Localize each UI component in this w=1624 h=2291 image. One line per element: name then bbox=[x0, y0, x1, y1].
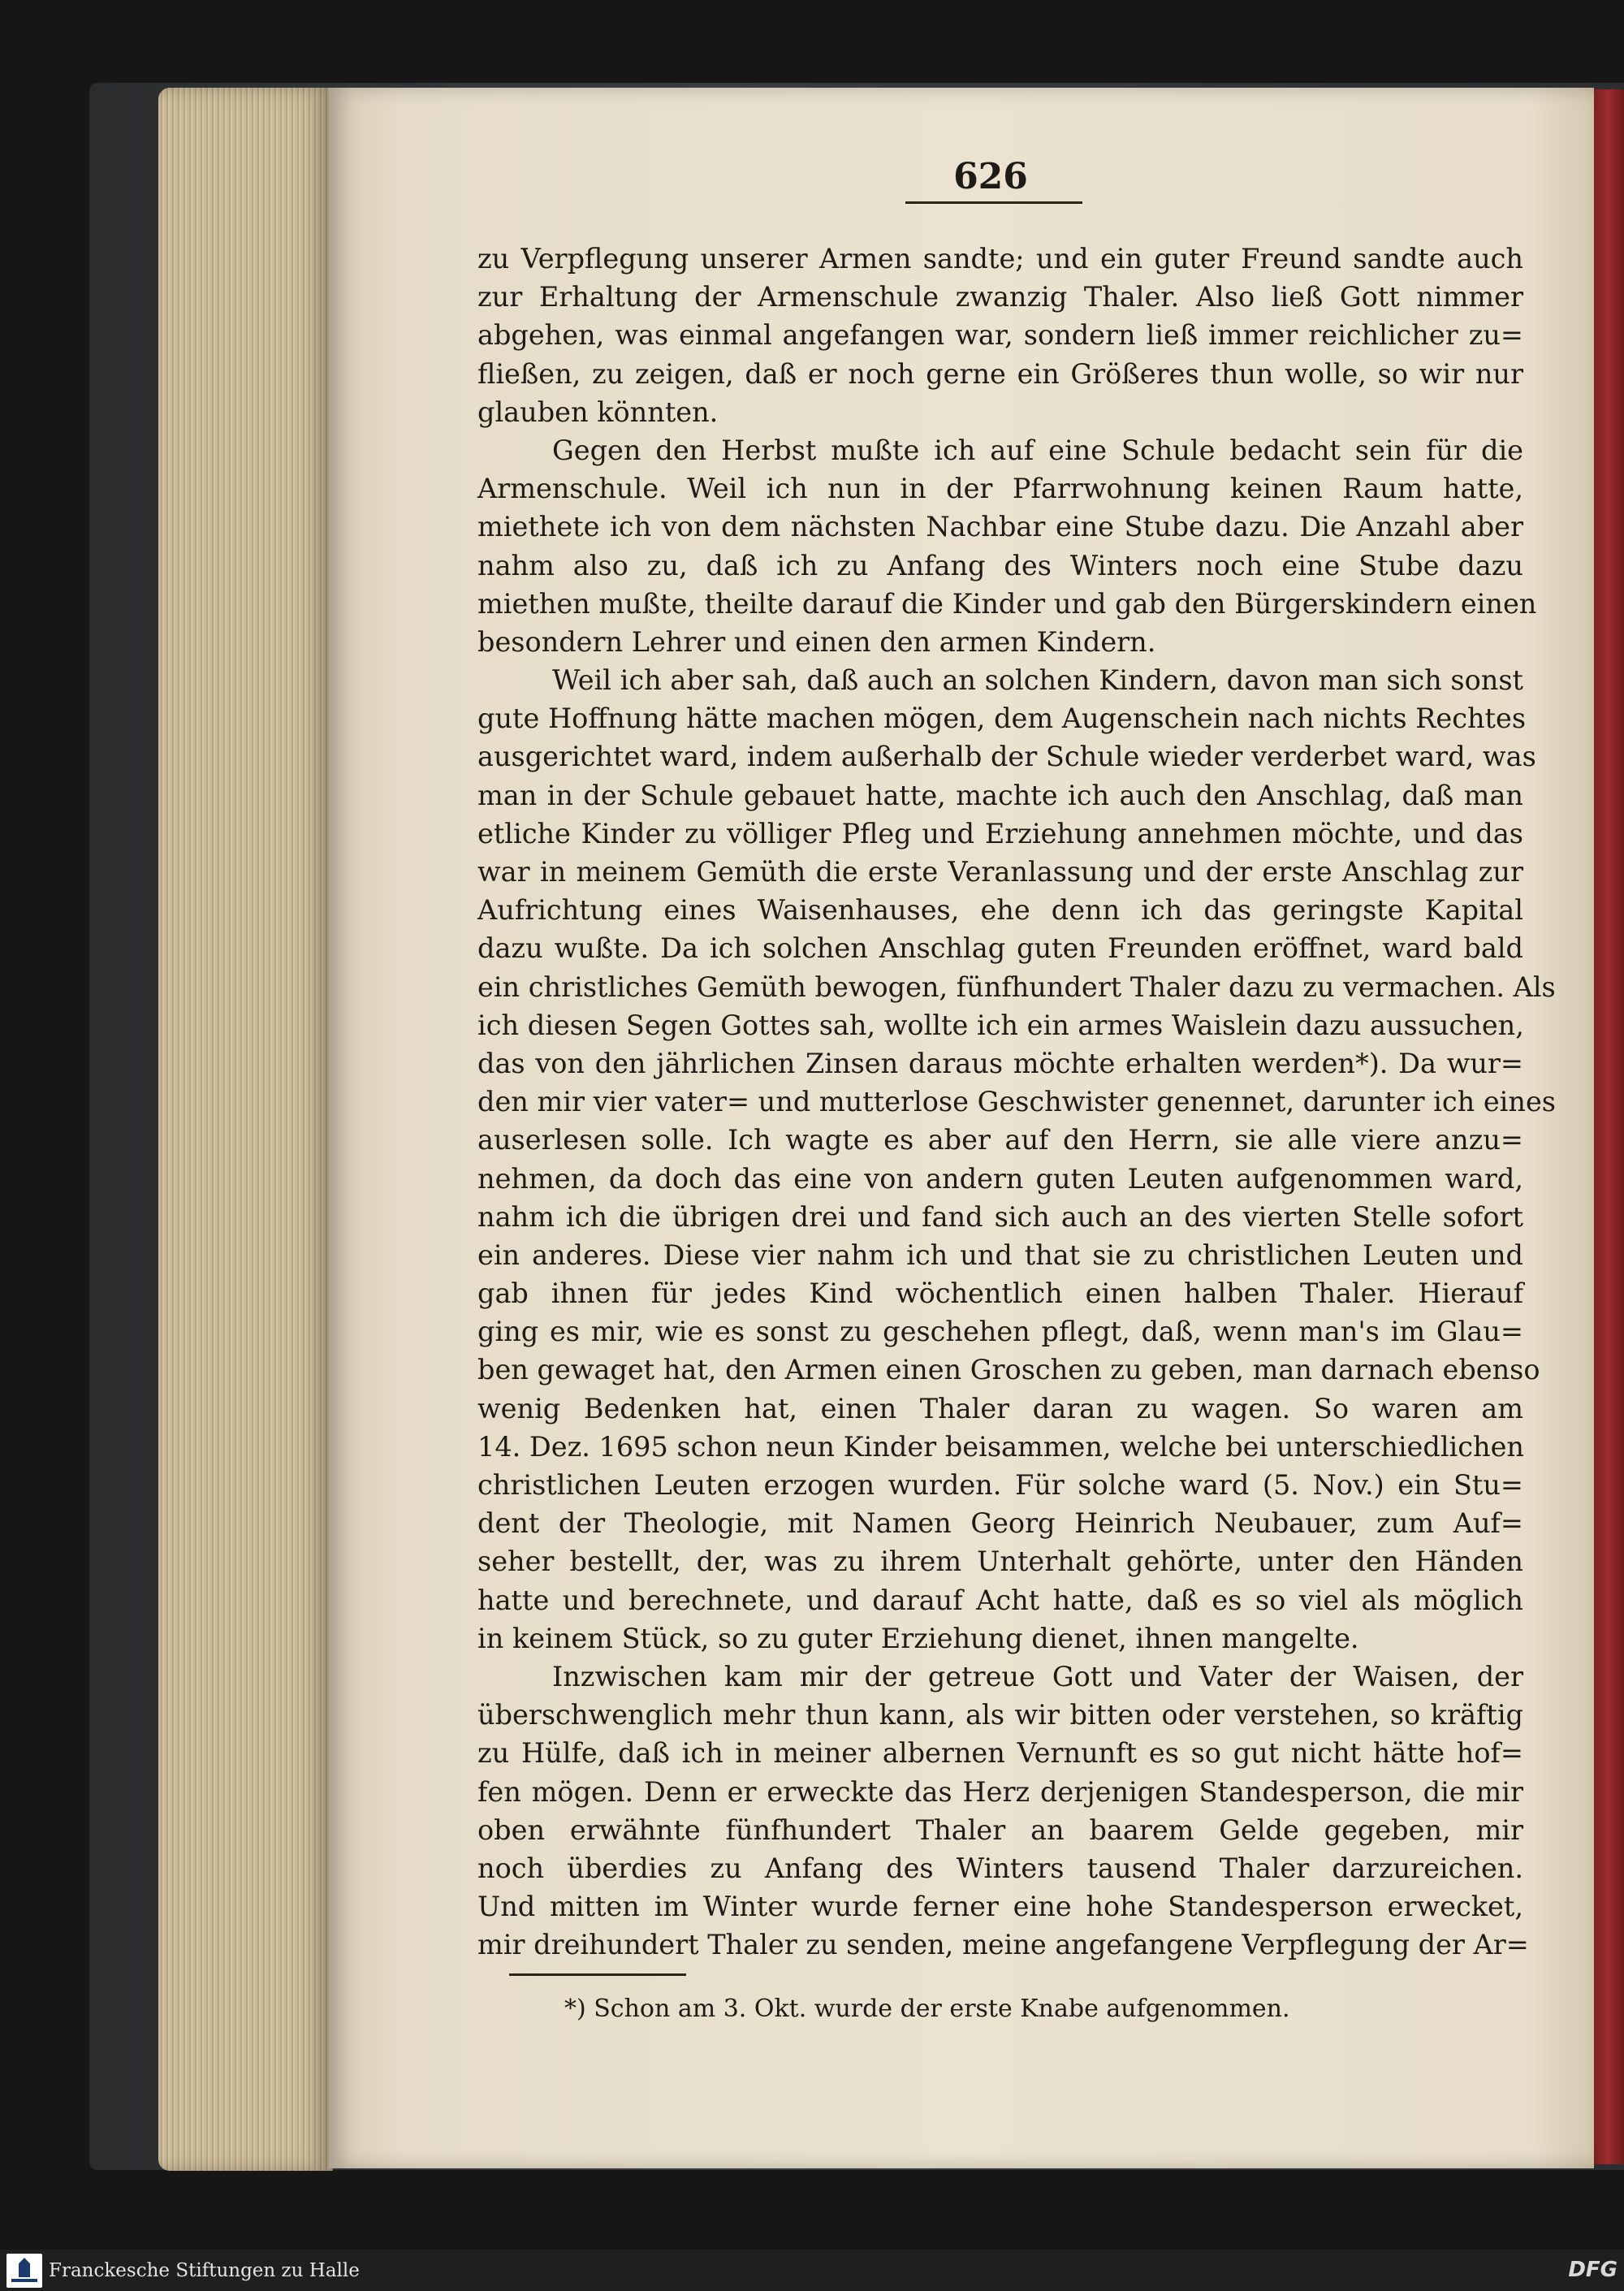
text-line: gab ihnen für jedes Kind wöchentlich einen halben Thaler. Hierauf bbox=[477, 1277, 1523, 1310]
text-line: besondern Lehrer und einen den armen Kindern. bbox=[477, 625, 1156, 658]
text-line: den mir vier vater= und mutterlose Geschwister genennet, darunter ich eines bbox=[477, 1086, 1556, 1118]
text-line: noch überdies zu Anfang des Winters tausend Thaler darzureichen. bbox=[477, 1852, 1523, 1884]
text-line: wenig Bedenken hat, einen Thaler daran zu wagen. So waren am bbox=[477, 1392, 1523, 1424]
text-line: ben gewaget hat, den Armen einen Groschen zu geben, man darnach ebenso bbox=[477, 1354, 1540, 1386]
dfg-logo-icon[interactable]: DFG bbox=[1568, 2258, 1618, 2282]
text-line: Gegen den Herbst mußte ich auf eine Schule bedacht sein für die bbox=[552, 434, 1523, 466]
text-line: zur Erhaltung der Armenschule zwanzig Thaler. Also ließ Gott nimmer bbox=[477, 281, 1523, 313]
text-line: seher bestellt, der, was zu ihrem Unterhalt gehörte, unter den Händen bbox=[477, 1545, 1523, 1578]
footnote: *) Schon am 3. Okt. wurde der erste Knabe aufgenommen. bbox=[564, 1995, 1290, 2023]
text-line: christlichen Leuten erzogen wurden. Für solche ward (5. Nov.) ein Stu= bbox=[477, 1469, 1523, 1501]
text-line: dazu wußte. Da ich solchen Anschlag guten Freunden eröffnet, ward bald bbox=[477, 932, 1523, 965]
logo-base-shape bbox=[11, 2279, 37, 2282]
text-line: mir dreihundert Thaler zu senden, meine angefangene Verpflegung der Ar= bbox=[477, 1929, 1529, 1961]
text-line: war in meinem Gemüth die erste Veranlassung und der erste Anschlag zur bbox=[477, 856, 1523, 888]
text-line: etliche Kinder zu völliger Pfleg und Erziehung annehmen möchte, und das bbox=[477, 817, 1523, 849]
text-line: glauben könnten. bbox=[477, 396, 719, 428]
text-line: 14. Dez. 1695 schon neun Kinder beisammen, welche bei unterschiedlichen bbox=[477, 1430, 1524, 1463]
body-text bbox=[477, 240, 1556, 1964]
text-line: nahm ich die übrigen drei und fand sich auch an des vierten Stelle sofort bbox=[477, 1200, 1523, 1233]
text-line: nahm also zu, daß ich zu Anfang des Winters noch eine Stube dazu bbox=[477, 549, 1523, 581]
book-right-edge bbox=[1593, 89, 1624, 2164]
text-line: abgehen, was einmal angefangen war, sondern ließ immer reichlicher zu= bbox=[477, 319, 1523, 352]
text-line: miethete ich von dem nächsten Nachbar eine Stube dazu. Die Anzahl aber bbox=[477, 511, 1523, 543]
text-line: ich diesen Segen Gottes sah, wollte ich ein armes Waislein dazu aussuchen, bbox=[477, 1009, 1524, 1041]
footnote-rule bbox=[509, 1973, 686, 1976]
text-line: das von den jährlichen Zinsen daraus möchte erhalten werden*). Da wur= bbox=[477, 1047, 1523, 1079]
text-line: in keinem Stück, so zu guter Erziehung dienet, ihnen mangelte. bbox=[477, 1622, 1359, 1654]
text-line: miethen mußte, theilte darauf die Kinder und gab den Bürgerskindern einen bbox=[477, 587, 1537, 620]
text-line: oben erwähnte fünfhundert Thaler an baarem Gelde gegeben, mir bbox=[477, 1813, 1523, 1846]
text-line: auserlesen solle. Ich wagte es aber auf den Herrn, sie alle viere anzu= bbox=[477, 1124, 1523, 1156]
text-line: ging es mir, wie es sonst zu geschehen pflegt, daß, wenn man's im Glau= bbox=[477, 1316, 1523, 1348]
header-rule bbox=[905, 201, 1082, 204]
page-number: 626 bbox=[953, 156, 1028, 197]
text-line: Armenschule. Weil ich nun in der Pfarrwohnung keinen Raum hatte, bbox=[477, 473, 1523, 505]
text-line: nehmen, da doch das eine von andern guten Leuten aufgenommen ward, bbox=[477, 1162, 1523, 1195]
text-line: zu Verpflegung unserer Armen sandte; und ein guter Freund sandte auch bbox=[477, 243, 1523, 274]
text-line: überschwenglich mehr thun kann, als wir bitten oder verstehen, so kräftig bbox=[477, 1699, 1523, 1731]
text-line: Weil ich aber sah, daß auch an solchen Kindern, davon man sich sonst bbox=[552, 664, 1523, 697]
text-line: Und mitten im Winter wurde ferner eine hohe Standesperson erwecket, bbox=[477, 1891, 1523, 1923]
institution-logo-icon[interactable] bbox=[6, 2254, 42, 2288]
text-line: zu Hülfe, daß ich in meiner albernen Vernunft es so gut nicht hätte hof= bbox=[477, 1737, 1523, 1770]
text-line: ein anderes. Diese vier nahm ich und that sie zu christlichen Leuten und bbox=[477, 1238, 1523, 1271]
text-line: Aufrichtung eines Waisenhauses, ehe denn ich das geringste Kapital bbox=[477, 894, 1523, 927]
text-line: man in der Schule gebauet hatte, machte ich auch den Anschlag, daß man bbox=[477, 779, 1523, 811]
text-line: dent der Theologie, mit Namen Georg Heinrich Neubauer, zum Auf= bbox=[477, 1507, 1523, 1540]
text-line: gute Hoffnung hätte machen mögen, dem Augenschein nach nichts Rechtes bbox=[477, 702, 1527, 735]
logo-mark-shape bbox=[19, 2258, 30, 2277]
text-line: hatte und berechnete, und darauf Acht hatte, daß es so viel als möglich bbox=[477, 1584, 1523, 1616]
page-edge-stack bbox=[158, 88, 333, 2171]
text-line: ausgerichtet ward, indem außerhalb der Schule wieder verderbet ward, was bbox=[477, 741, 1536, 773]
institution-name-link[interactable]: Franckesche Stiftungen zu Halle bbox=[49, 2260, 360, 2281]
text-line: ein christliches Gemüth bewogen, fünfhundert Thaler dazu zu vermachen. Als bbox=[477, 970, 1556, 1003]
text-line: Inzwischen kam mir der getreue Gott und Vater der Waisen, der bbox=[552, 1660, 1523, 1692]
text-line: fen mögen. Denn er erweckte das Herz derjenigen Standesperson, die mir bbox=[477, 1775, 1523, 1808]
text-line: fließen, zu zeigen, daß er noch gerne ein Größeres thun wolle, so wir nur bbox=[477, 357, 1523, 390]
